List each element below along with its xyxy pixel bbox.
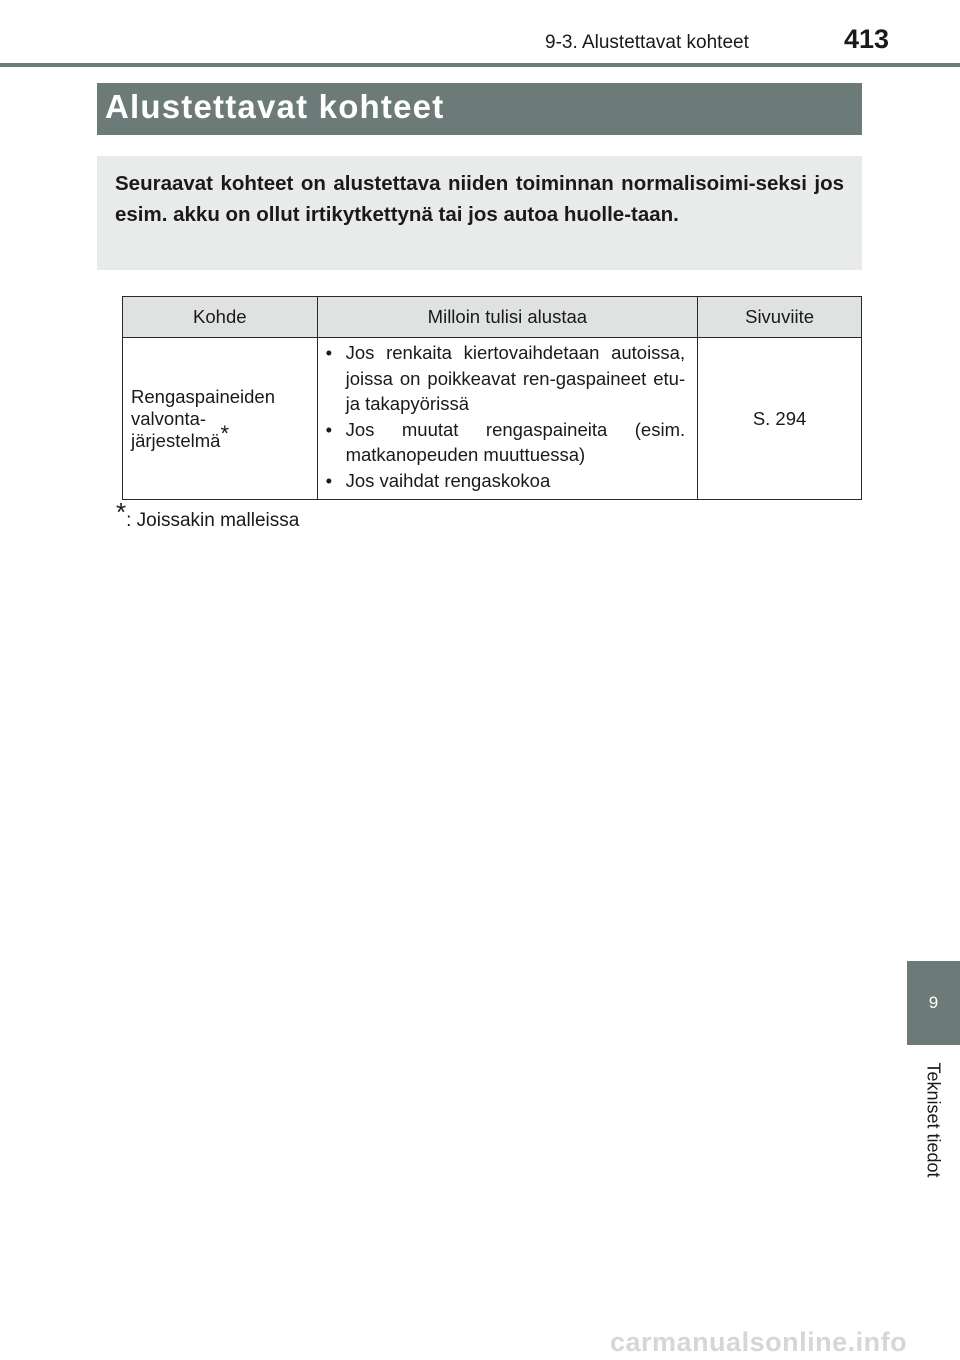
- page-title: Alustettavat kohteet: [105, 88, 445, 125]
- item-name-text: järjestelmä: [131, 429, 221, 451]
- footnote-text: : Joissakin malleissa: [126, 510, 300, 531]
- list-item: [326, 468, 686, 494]
- column-header-item: Kohde: [123, 297, 318, 338]
- bullet: •: [325, 469, 333, 491]
- item-name-line: Rengaspaineiden: [131, 385, 276, 407]
- item-name-line: valvonta-: [131, 407, 207, 429]
- bullet: •: [325, 342, 333, 363]
- list-item-text: Jos vaihdat rengaskokoa: [345, 469, 551, 491]
- table-row: [123, 338, 862, 500]
- page-reference: S. 294: [698, 338, 862, 500]
- list-item: [326, 417, 686, 468]
- item-cell: [123, 338, 318, 500]
- intro-text: Seuraavat kohteet on alustettava niiden toiminnan normalisoimi-seksi jos esim. akku on ollut irtikytkettynä tai jos autoa huolle-taan.: [115, 172, 844, 226]
- when-list: [326, 340, 686, 493]
- footnote-marker: *: [116, 497, 127, 527]
- initialization-table: [122, 296, 862, 500]
- bullet: •: [325, 418, 333, 440]
- column-header-when: Milloin tulisi alustaa: [317, 297, 698, 338]
- when-cell: [317, 338, 698, 500]
- chapter-tab: [907, 961, 960, 1045]
- footnote: [116, 497, 300, 532]
- list-item-text: Jos muutat rengaspaineita (esim. matkanopeuden muuttuessa): [345, 418, 686, 465]
- title-banner: [97, 83, 862, 135]
- item-name-line-last: [131, 420, 309, 452]
- running-header-section: 9-3. Alustettavat kohteet: [545, 32, 749, 53]
- page-number: 413: [844, 24, 890, 54]
- column-header-reference: Sivuviite: [698, 297, 862, 338]
- table-header-row: [123, 297, 862, 338]
- chapter-label: Tekniset tiedot: [923, 1062, 944, 1178]
- header-divider: [0, 63, 960, 67]
- footnote-marker: *: [220, 420, 230, 446]
- list-item-text: Jos renkaita kiertovaihdetaan autoissa, joissa on poikkeavat ren-gaspaineet etu- ja takapyörissä: [345, 342, 686, 414]
- chapter-number: 9: [928, 993, 939, 1012]
- watermark: carmanualsonline.info: [610, 1327, 908, 1357]
- list-item: [326, 340, 686, 417]
- intro-box: [97, 156, 862, 270]
